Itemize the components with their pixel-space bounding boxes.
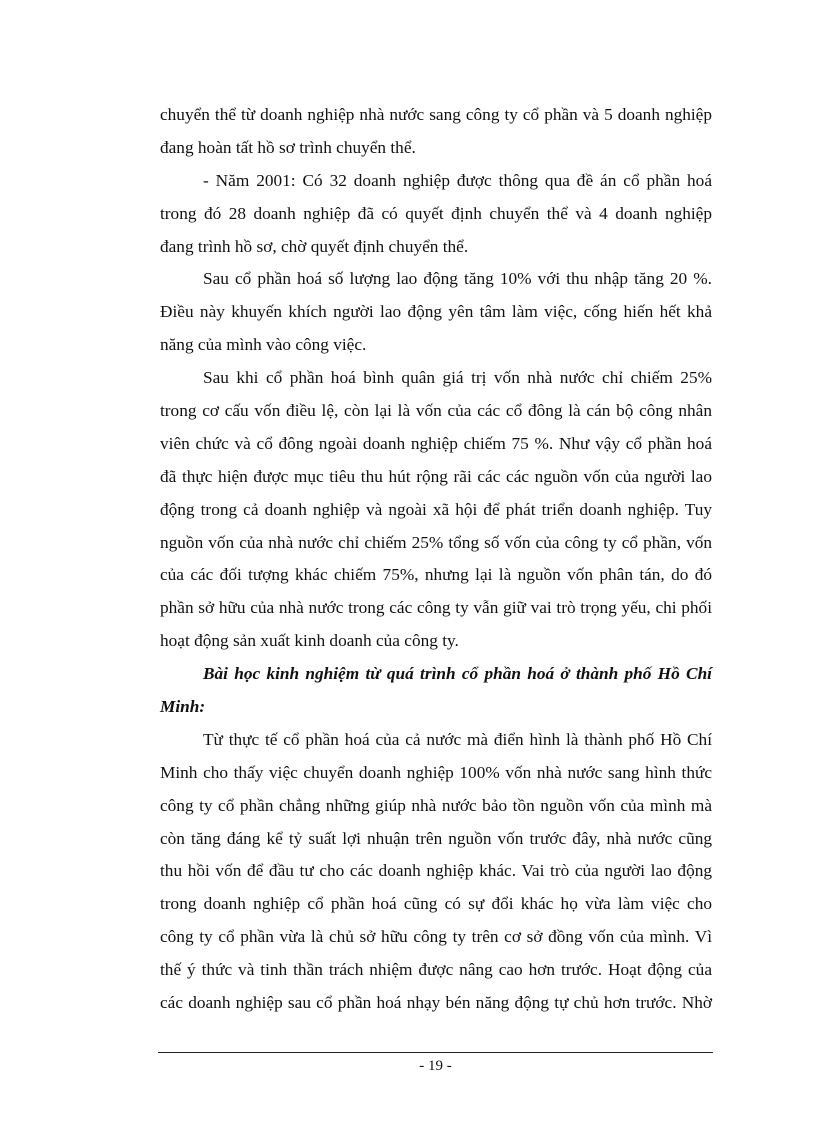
body-text [160,99,712,1020]
section-heading: Minh: [160,697,206,717]
text-line: năng của mình vào công việc. [160,335,367,355]
text-line: thế ý thức và tinh thần trách nhiệm được nâng cao hơn trước. Hoạt động của [160,960,712,980]
page-number: - 19 - [419,1058,452,1074]
section-heading: Bài học kinh nghiệm từ quá trình cổ phần hoá ở thành phố Hồ Chí [203,664,712,684]
text-line: các doanh nghiệp sau cổ phần hoá nhạy bén năng động tự chủ hơn trước. Nhờ [160,993,712,1013]
text-line: viên chức và cổ đông ngoài doanh nghiệp chiếm 75 %. Như vậy cổ phần hoá [160,433,712,453]
text-line: trong đó 28 doanh nghiệp đã có quyết định chuyển thể và 4 doanh nghiệp [160,203,712,223]
text-line: công ty cổ phần chẳng những giúp nhà nước bảo tồn nguồn vốn của mình mà [160,795,712,815]
text-line: còn tăng đáng kể tỷ suất lợi nhuận trên nguồn vốn trước đây, nhà nước cũng [160,828,712,848]
text-line: của các đối tượng khác chiếm 75%, nhưng lại là nguồn vốn phân tán, do đó [160,565,712,585]
footer-divider [158,1052,713,1053]
text-line: Sau cổ phần hoá số lượng lao động tăng 10% với thu nhập tăng 20 %. [203,269,712,289]
text-line: thu hồi vốn để đầu tư cho các doanh nghiệp khác. Vai trò của người lao động [160,861,712,881]
text-line: Sau khi cổ phần hoá bình quân giá trị vốn nhà nước chỉ chiếm 25% [203,368,712,388]
text-line: đang trình hồ sơ, chờ quyết định chuyển thể. [160,236,469,256]
text-line: trong doanh nghiệp cổ phần hoá cũng có sự đổi khác họ vừa làm việc cho [160,894,712,914]
text-line: hoạt động sản xuất kinh doanh của công ty. [160,631,459,651]
text-line: Từ thực tế cổ phần hoá của cả nước mà điển hình là thành phố Hồ Chí [203,729,712,749]
text-line: Điều này khuyến khích người lao động yên tâm làm việc, cống hiến hết khả [160,302,712,322]
text-line: công ty cổ phần vừa là chủ sở hữu công ty trên cơ sở đồng vốn của mình. Vì [160,927,712,947]
text-line: đã thực hiện được mục tiêu thu hút rộng rãi các các nguồn vốn của người lao [160,466,712,486]
text-line: chuyển thể từ doanh nghiệp nhà nước sang công ty cổ phần và 5 doanh nghiệp [160,105,712,124]
text-line: - Năm 2001: Có 32 doanh nghiệp được thông qua đề án cổ phần hoá [203,170,712,190]
text-line: động trong cả doanh nghiệp và ngoài xã hội để phát triển doanh nghiệp. Tuy [160,499,712,519]
text-line: nguồn vốn của nhà nước chỉ chiếm 25% tổng số vốn của công ty cổ phần, vốn [160,532,712,552]
text-line: phần sở hữu của nhà nước trong các công ty vẫn giữ vai trò trọng yếu, chi phối [160,598,712,618]
text-line: đang hoàn tất hồ sơ trình chuyển thể. [160,137,416,157]
text-line: Minh cho thấy việc chuyển doanh nghiệp 100% vốn nhà nước sang hình thức [160,762,712,782]
text-line: trong cơ cấu vốn điều lệ, còn lại là vốn của các cổ đông là cán bộ công nhân [160,401,712,421]
